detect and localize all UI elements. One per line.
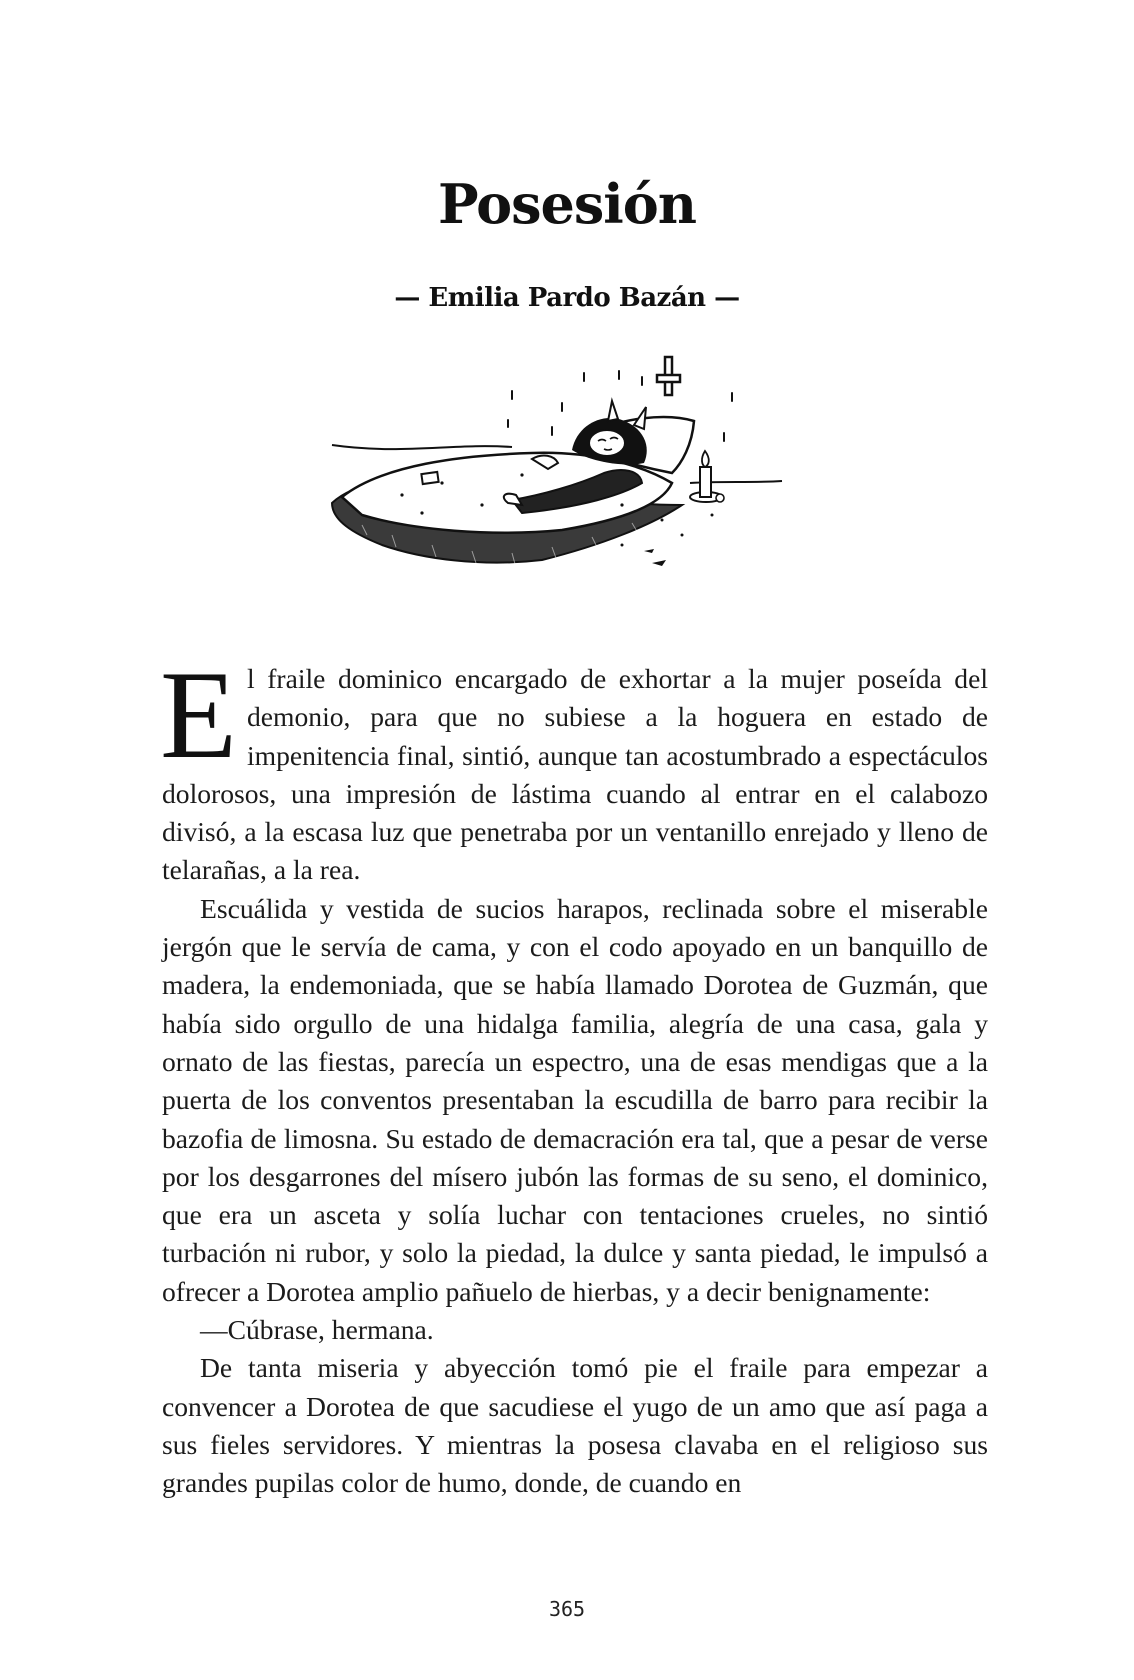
candle-icon bbox=[690, 451, 724, 502]
story-author: — Emilia Pardo Bazán — bbox=[394, 283, 740, 313]
paragraph-2: Escuálida y vestida de sucios harapos, reclinada sobre el miserable jergón que le servía de cama, y con el codo apoyado en un banquillo de madera, la endemoniada, que se había llamado Dorotea de Guzmán, que había sido orgullo de una hidalga familia, alegría de una casa, gala y ornato de las fiestas, parecía un espectro, una de esas mendigas que a la puerta de los conventos presentaban la escudilla de barro para recibir la bazofia de limosna. Su estado de demacración era tal, que a pesar de verse por los desgarrones del mísero jubón las formas de su seno, el dominico, que era un asceta y solía luchar con tentaciones crueles, no sintió turbación ni rubor, y solo la piedad, la dulce y santa piedad, le impulsó a ofrecer a Dorotea amplio pañuelo de hierbas, y a decir benignamente: bbox=[162, 892, 988, 1307]
story-body bbox=[160, 646, 988, 1503]
possessed-woman-in-bed-illustration bbox=[322, 355, 822, 615]
paragraph-3: —Cúbrase, hermana. bbox=[200, 1314, 434, 1346]
paragraph-1: El fraile dominico encargado de exhortar a la mujer poseída del demonio, para que no subiese a la hoguera en estado de impenitencia final, sintió, aunque tan acostumbrado a espectáculos dolorosos, una impresión de lástima cuando al entrar en el calabozo divisó, a la escasa luz que penetraba por un ventanillo enrejado y lleno de telarañas, a la rea. bbox=[160, 646, 988, 886]
paragraph-4: De tanta miseria y abyección tomó pie el fraile para empezar a convencer a Dorotea de que sacudiese el yugo de un amo que así paga a sus fieles servidores. Y mientras la posesa clavaba en el religioso sus grandes pupilas color de humo, donde, de cuando en bbox=[162, 1352, 988, 1499]
page-number: 365 bbox=[548, 1597, 586, 1621]
inverted-cross-icon bbox=[657, 357, 680, 395]
drop-cap: E bbox=[160, 646, 237, 785]
story-title: Posesión bbox=[437, 172, 697, 236]
